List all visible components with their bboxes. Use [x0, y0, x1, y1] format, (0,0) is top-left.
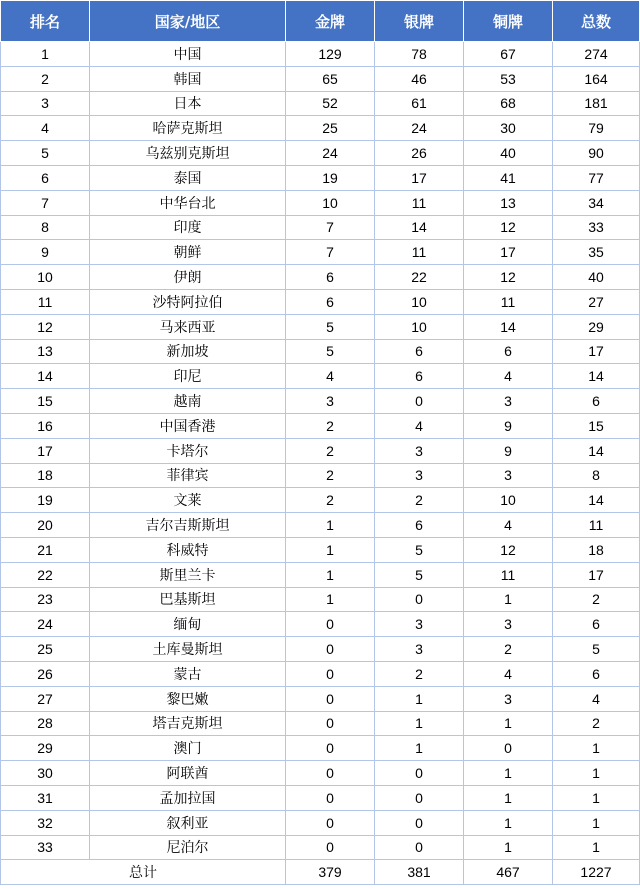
cell-rank: 18 — [1, 463, 90, 488]
cell-gold: 24 — [286, 141, 375, 166]
cell-bronze: 6 — [464, 339, 553, 364]
cell-rank: 24 — [1, 612, 90, 637]
cell-bronze: 40 — [464, 141, 553, 166]
cell-country: 中国香港 — [90, 413, 286, 438]
cell-gold: 0 — [286, 835, 375, 860]
totals-label: 总计 — [1, 860, 286, 885]
cell-country: 哈萨克斯坦 — [90, 116, 286, 141]
totals-gold: 379 — [286, 860, 375, 885]
cell-total: 164 — [553, 66, 640, 91]
table-row — [1, 91, 640, 116]
cell-gold: 2 — [286, 463, 375, 488]
cell-country: 孟加拉国 — [90, 785, 286, 810]
cell-silver: 0 — [375, 835, 464, 860]
cell-gold: 0 — [286, 810, 375, 835]
table-row — [1, 240, 640, 265]
cell-silver: 3 — [375, 612, 464, 637]
cell-bronze: 3 — [464, 612, 553, 637]
cell-rank: 11 — [1, 289, 90, 314]
cell-country: 朝鲜 — [90, 240, 286, 265]
cell-total: 17 — [553, 562, 640, 587]
cell-gold: 0 — [286, 612, 375, 637]
table-row — [1, 562, 640, 587]
cell-gold: 5 — [286, 339, 375, 364]
cell-rank: 9 — [1, 240, 90, 265]
cell-silver: 22 — [375, 265, 464, 290]
cell-bronze: 1 — [464, 761, 553, 786]
cell-bronze: 53 — [464, 66, 553, 91]
table-row — [1, 612, 640, 637]
cell-rank: 13 — [1, 339, 90, 364]
cell-country: 印度 — [90, 215, 286, 240]
cell-rank: 15 — [1, 389, 90, 414]
cell-gold: 0 — [286, 637, 375, 662]
cell-silver: 2 — [375, 661, 464, 686]
cell-bronze: 14 — [464, 314, 553, 339]
cell-bronze: 30 — [464, 116, 553, 141]
cell-country: 马来西亚 — [90, 314, 286, 339]
cell-country: 塔吉克斯坦 — [90, 711, 286, 736]
cell-bronze: 4 — [464, 364, 553, 389]
header-row — [1, 1, 640, 42]
cell-silver: 46 — [375, 66, 464, 91]
cell-rank: 12 — [1, 314, 90, 339]
cell-rank: 31 — [1, 785, 90, 810]
cell-country: 黎巴嫩 — [90, 686, 286, 711]
table-row — [1, 810, 640, 835]
cell-total: 29 — [553, 314, 640, 339]
cell-gold: 3 — [286, 389, 375, 414]
cell-rank: 32 — [1, 810, 90, 835]
cell-rank: 26 — [1, 661, 90, 686]
cell-rank: 2 — [1, 66, 90, 91]
cell-silver: 26 — [375, 141, 464, 166]
cell-silver: 5 — [375, 537, 464, 562]
cell-country: 沙特阿拉伯 — [90, 289, 286, 314]
cell-total: 11 — [553, 513, 640, 538]
totals-total: 1227 — [553, 860, 640, 885]
cell-silver: 0 — [375, 810, 464, 835]
cell-rank: 6 — [1, 165, 90, 190]
cell-total: 15 — [553, 413, 640, 438]
cell-silver: 0 — [375, 587, 464, 612]
cell-rank: 23 — [1, 587, 90, 612]
cell-gold: 52 — [286, 91, 375, 116]
cell-bronze: 0 — [464, 736, 553, 761]
cell-silver: 14 — [375, 215, 464, 240]
cell-total: 90 — [553, 141, 640, 166]
table-row — [1, 66, 640, 91]
cell-total: 14 — [553, 364, 640, 389]
cell-total: 181 — [553, 91, 640, 116]
cell-silver: 10 — [375, 314, 464, 339]
cell-total: 1 — [553, 761, 640, 786]
cell-silver: 0 — [375, 785, 464, 810]
cell-bronze: 17 — [464, 240, 553, 265]
table-row — [1, 711, 640, 736]
table-row — [1, 116, 640, 141]
cell-gold: 1 — [286, 587, 375, 612]
cell-gold: 1 — [286, 562, 375, 587]
header-total: 总数 — [553, 1, 640, 42]
cell-total: 5 — [553, 637, 640, 662]
table-row — [1, 190, 640, 215]
cell-bronze: 11 — [464, 289, 553, 314]
cell-rank: 29 — [1, 736, 90, 761]
cell-gold: 0 — [286, 736, 375, 761]
header-bronze: 铜牌 — [464, 1, 553, 42]
totals-silver: 381 — [375, 860, 464, 885]
cell-bronze: 12 — [464, 537, 553, 562]
cell-gold: 2 — [286, 488, 375, 513]
cell-silver: 3 — [375, 463, 464, 488]
table-row — [1, 364, 640, 389]
cell-total: 4 — [553, 686, 640, 711]
table-body — [1, 42, 640, 860]
cell-rank: 28 — [1, 711, 90, 736]
table-row — [1, 289, 640, 314]
table-row — [1, 314, 640, 339]
cell-rank: 25 — [1, 637, 90, 662]
cell-bronze: 11 — [464, 562, 553, 587]
cell-silver: 78 — [375, 42, 464, 67]
cell-total: 79 — [553, 116, 640, 141]
table-row — [1, 513, 640, 538]
cell-country: 新加坡 — [90, 339, 286, 364]
cell-bronze: 68 — [464, 91, 553, 116]
cell-bronze: 41 — [464, 165, 553, 190]
table-row — [1, 587, 640, 612]
header-silver: 银牌 — [375, 1, 464, 42]
cell-total: 18 — [553, 537, 640, 562]
table-row — [1, 736, 640, 761]
cell-bronze: 12 — [464, 265, 553, 290]
cell-gold: 0 — [286, 761, 375, 786]
table-row — [1, 488, 640, 513]
cell-total: 27 — [553, 289, 640, 314]
cell-country: 尼泊尔 — [90, 835, 286, 860]
table-row — [1, 215, 640, 240]
cell-silver: 5 — [375, 562, 464, 587]
cell-bronze: 1 — [464, 810, 553, 835]
cell-rank: 19 — [1, 488, 90, 513]
cell-country: 巴基斯坦 — [90, 587, 286, 612]
cell-country: 印尼 — [90, 364, 286, 389]
cell-rank: 17 — [1, 438, 90, 463]
table-row — [1, 537, 640, 562]
cell-gold: 1 — [286, 537, 375, 562]
cell-rank: 20 — [1, 513, 90, 538]
cell-country: 阿联酋 — [90, 761, 286, 786]
cell-silver: 3 — [375, 637, 464, 662]
cell-silver: 10 — [375, 289, 464, 314]
cell-total: 35 — [553, 240, 640, 265]
table-row — [1, 141, 640, 166]
cell-silver: 61 — [375, 91, 464, 116]
cell-silver: 4 — [375, 413, 464, 438]
cell-bronze: 13 — [464, 190, 553, 215]
table-row — [1, 637, 640, 662]
table-row — [1, 785, 640, 810]
cell-gold: 2 — [286, 413, 375, 438]
cell-country: 吉尔吉斯斯坦 — [90, 513, 286, 538]
cell-total: 1 — [553, 835, 640, 860]
cell-bronze: 3 — [464, 463, 553, 488]
cell-total: 77 — [553, 165, 640, 190]
cell-country: 土库曼斯坦 — [90, 637, 286, 662]
cell-rank: 22 — [1, 562, 90, 587]
cell-silver: 11 — [375, 240, 464, 265]
header-country: 国家/地区 — [90, 1, 286, 42]
table-row — [1, 339, 640, 364]
cell-silver: 24 — [375, 116, 464, 141]
cell-rank: 30 — [1, 761, 90, 786]
table-row — [1, 389, 640, 414]
cell-country: 斯里兰卡 — [90, 562, 286, 587]
cell-total: 2 — [553, 587, 640, 612]
table-row — [1, 761, 640, 786]
cell-total: 8 — [553, 463, 640, 488]
cell-country: 泰国 — [90, 165, 286, 190]
cell-bronze: 12 — [464, 215, 553, 240]
cell-bronze: 4 — [464, 513, 553, 538]
table-row — [1, 265, 640, 290]
cell-bronze: 10 — [464, 488, 553, 513]
cell-rank: 4 — [1, 116, 90, 141]
cell-country: 叙利亚 — [90, 810, 286, 835]
cell-bronze: 1 — [464, 785, 553, 810]
cell-gold: 2 — [286, 438, 375, 463]
cell-total: 2 — [553, 711, 640, 736]
cell-total: 6 — [553, 612, 640, 637]
cell-total: 1 — [553, 810, 640, 835]
cell-country: 文莱 — [90, 488, 286, 513]
cell-total: 1 — [553, 785, 640, 810]
cell-silver: 11 — [375, 190, 464, 215]
cell-country: 伊朗 — [90, 265, 286, 290]
cell-gold: 25 — [286, 116, 375, 141]
cell-rank: 21 — [1, 537, 90, 562]
cell-gold: 7 — [286, 215, 375, 240]
cell-rank: 3 — [1, 91, 90, 116]
cell-silver: 6 — [375, 339, 464, 364]
cell-rank: 1 — [1, 42, 90, 67]
totals-bronze: 467 — [464, 860, 553, 885]
cell-rank: 14 — [1, 364, 90, 389]
cell-gold: 1 — [286, 513, 375, 538]
cell-silver: 2 — [375, 488, 464, 513]
cell-gold: 0 — [286, 686, 375, 711]
cell-country: 科威特 — [90, 537, 286, 562]
cell-silver: 0 — [375, 761, 464, 786]
cell-silver: 17 — [375, 165, 464, 190]
cell-gold: 5 — [286, 314, 375, 339]
cell-country: 越南 — [90, 389, 286, 414]
totals-row — [1, 860, 640, 885]
cell-bronze: 1 — [464, 835, 553, 860]
cell-gold: 65 — [286, 66, 375, 91]
cell-gold: 0 — [286, 711, 375, 736]
cell-gold: 0 — [286, 785, 375, 810]
cell-gold: 7 — [286, 240, 375, 265]
cell-silver: 6 — [375, 364, 464, 389]
cell-total: 1 — [553, 736, 640, 761]
cell-gold: 19 — [286, 165, 375, 190]
cell-silver: 1 — [375, 686, 464, 711]
cell-country: 澳门 — [90, 736, 286, 761]
table-row — [1, 463, 640, 488]
cell-gold: 129 — [286, 42, 375, 67]
header-rank: 排名 — [1, 1, 90, 42]
cell-country: 韩国 — [90, 66, 286, 91]
cell-total: 14 — [553, 488, 640, 513]
cell-silver: 1 — [375, 711, 464, 736]
cell-rank: 7 — [1, 190, 90, 215]
cell-gold: 0 — [286, 661, 375, 686]
cell-country: 卡塔尔 — [90, 438, 286, 463]
cell-silver: 0 — [375, 389, 464, 414]
cell-silver: 6 — [375, 513, 464, 538]
cell-bronze: 3 — [464, 686, 553, 711]
table-row — [1, 661, 640, 686]
cell-total: 40 — [553, 265, 640, 290]
cell-country: 乌兹别克斯坦 — [90, 141, 286, 166]
cell-gold: 4 — [286, 364, 375, 389]
header-gold: 金牌 — [286, 1, 375, 42]
cell-country: 蒙古 — [90, 661, 286, 686]
cell-bronze: 9 — [464, 438, 553, 463]
cell-total: 274 — [553, 42, 640, 67]
cell-total: 17 — [553, 339, 640, 364]
table-row — [1, 835, 640, 860]
cell-bronze: 1 — [464, 711, 553, 736]
cell-rank: 33 — [1, 835, 90, 860]
cell-total: 6 — [553, 661, 640, 686]
cell-total: 6 — [553, 389, 640, 414]
cell-country: 中国 — [90, 42, 286, 67]
cell-gold: 6 — [286, 289, 375, 314]
cell-bronze: 4 — [464, 661, 553, 686]
cell-rank: 8 — [1, 215, 90, 240]
table-row — [1, 42, 640, 67]
cell-bronze: 3 — [464, 389, 553, 414]
cell-bronze: 1 — [464, 587, 553, 612]
cell-rank: 27 — [1, 686, 90, 711]
cell-total: 33 — [553, 215, 640, 240]
cell-rank: 16 — [1, 413, 90, 438]
cell-country: 菲律宾 — [90, 463, 286, 488]
cell-gold: 6 — [286, 265, 375, 290]
table-row — [1, 438, 640, 463]
cell-rank: 10 — [1, 265, 90, 290]
cell-country: 中华台北 — [90, 190, 286, 215]
table-row — [1, 165, 640, 190]
cell-silver: 1 — [375, 736, 464, 761]
table-row — [1, 413, 640, 438]
cell-country: 日本 — [90, 91, 286, 116]
cell-bronze: 9 — [464, 413, 553, 438]
cell-bronze: 67 — [464, 42, 553, 67]
cell-silver: 3 — [375, 438, 464, 463]
cell-gold: 10 — [286, 190, 375, 215]
cell-total: 34 — [553, 190, 640, 215]
cell-rank: 5 — [1, 141, 90, 166]
cell-bronze: 2 — [464, 637, 553, 662]
table-row — [1, 686, 640, 711]
cell-country: 缅甸 — [90, 612, 286, 637]
cell-total: 14 — [553, 438, 640, 463]
